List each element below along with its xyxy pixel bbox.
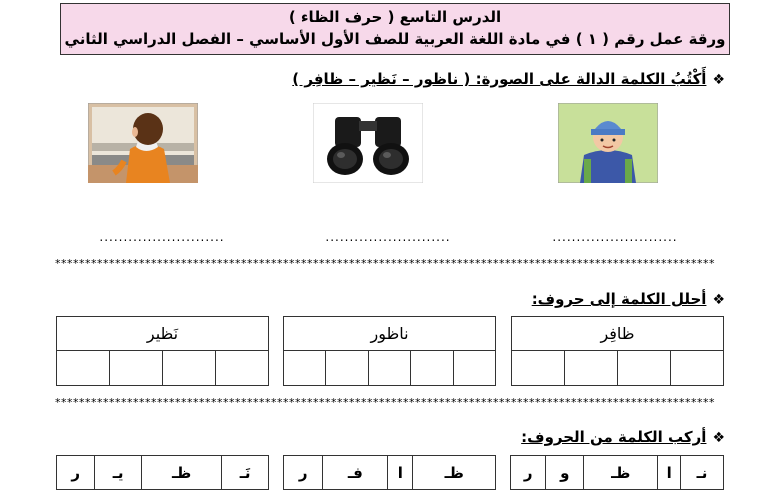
letter-cell: يـ (95, 456, 142, 490)
question-1 (292, 70, 725, 88)
letters-group-3 (56, 455, 269, 490)
separator-line: ************************************************************************************************************** (55, 397, 715, 409)
worksheet-header (60, 3, 730, 55)
question-2 (532, 290, 725, 308)
lesson-title: الدرس التاسع ( حرف الظاء ) (288, 8, 502, 26)
letter-cell: نَـ (222, 456, 269, 490)
boy-orange-hoodie-picture (88, 103, 198, 183)
letter-cell: فـ (323, 456, 388, 490)
word-box-nathoor (283, 316, 496, 386)
boy-winter-hat-picture (558, 103, 658, 183)
separator-line: ************************************************************************************************************** (55, 258, 715, 270)
letter-cell: ر (511, 456, 546, 490)
letter-cell[interactable] (368, 351, 410, 386)
word-box-thafer (511, 316, 724, 386)
letters-group-1 (510, 455, 724, 490)
answer-line-1[interactable]: .......................... (99, 230, 225, 244)
letter-cell[interactable] (564, 351, 617, 386)
letter-cell[interactable] (617, 351, 670, 386)
answer-line-3[interactable]: .......................... (552, 230, 678, 244)
letter-cell[interactable] (109, 351, 162, 386)
letter-cell[interactable] (162, 351, 215, 386)
letter-cell: ر (57, 456, 95, 490)
letter-cell: ا (388, 456, 413, 490)
letter-cell: ظـ (141, 456, 221, 490)
answer-line-2[interactable]: .......................... (325, 230, 451, 244)
question-3-text: أركب الكلمة من الحروف: (521, 428, 707, 446)
letter-cell: ا (658, 456, 681, 490)
letters-group-2 (283, 455, 496, 490)
letter-cell: ظـ (584, 456, 658, 490)
letter-cell: ر (284, 456, 323, 490)
letter-cell[interactable] (411, 351, 453, 386)
word-label: ناظور (284, 317, 496, 351)
letter-cell[interactable] (453, 351, 495, 386)
bullet-icon: ❖ (712, 430, 725, 446)
letter-cell[interactable] (670, 351, 723, 386)
binoculars-picture (313, 103, 423, 183)
letter-cell: نـ (680, 456, 723, 490)
letter-cell: ظـ (413, 456, 496, 490)
word-label: نَظير (57, 317, 269, 351)
letter-cell: و (546, 456, 584, 490)
question-1-text: أَكْتُبُ الكلمة الدالة على الصورة: ( ناظور – نَظير – ظافِر ) (292, 70, 707, 88)
letter-cell[interactable] (512, 351, 565, 386)
letter-cell[interactable] (326, 351, 368, 386)
worksheet-subtitle: ورقة عمل رقم ( ١ ) في مادة اللغة العربية للصف الأول الأساسي – الفصل الدراسي الثاني (64, 30, 726, 48)
bullet-icon: ❖ (712, 292, 725, 308)
letter-cell[interactable] (215, 351, 268, 386)
bullet-icon: ❖ (712, 72, 725, 88)
letter-cell[interactable] (284, 351, 326, 386)
word-label: ظافِر (512, 317, 724, 351)
question-3 (521, 428, 725, 446)
word-box-nazeer (56, 316, 269, 386)
letter-cell[interactable] (57, 351, 110, 386)
question-2-text: أحلل الكلمة إلى حروف: (531, 290, 707, 308)
